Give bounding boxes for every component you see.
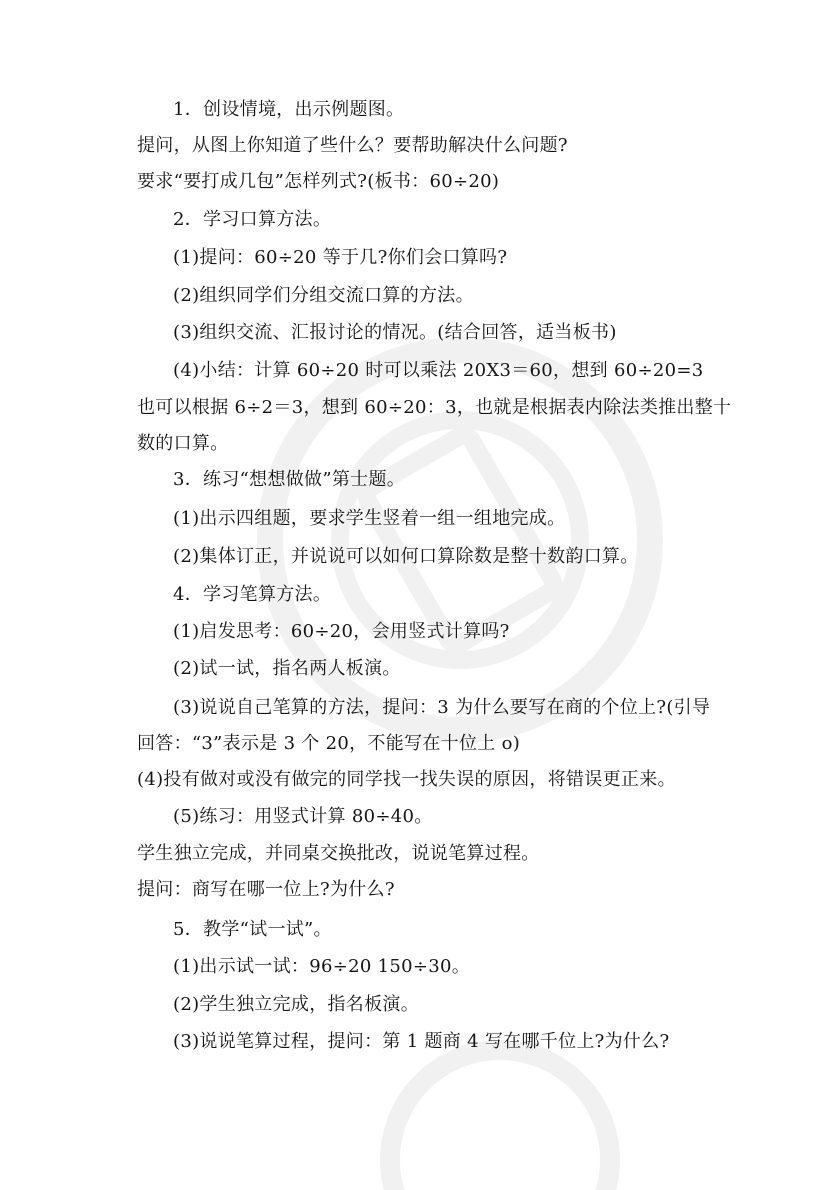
list-item: (3)说说笔算过程，提问：第 1 题商 4 写在哪千位上?为什么? (173, 1031, 670, 1052)
section-heading-5: 5．教学“试一试”。 (173, 919, 332, 940)
list-item: (4)投有做对或没有做完的同学找一找失误的原因，将错误更正来。 (137, 769, 676, 790)
list-item: (2)集体订正，并说说可以如何口算除数是整十数韵口算。 (173, 546, 639, 567)
paragraph-line: 要求“要打成几包”怎样列式?(板书：60÷20) (137, 171, 500, 192)
list-item: (2)学生独立完成，指名板演。 (173, 994, 419, 1015)
paragraph-line: 回答：“3”表示是 3 个 20，不能写在十位上 o) (137, 733, 521, 754)
list-item: (2)试一试，指名两人板演。 (173, 658, 401, 679)
list-item: (5)练习：用竖式计算 80÷40。 (173, 806, 433, 827)
list-item: (3)说说自己笔算的方法，提问：3 为什么要写在商的个位上?(引导 (173, 697, 711, 718)
list-item: (1)启发思考：60÷20，会用竖式计算吗? (173, 621, 510, 642)
paragraph-line: 也可以根据 6÷2＝3，想到 60÷20：3，也就是根据表内除法类推出整十 (137, 397, 732, 418)
section-heading-4: 4．学习笔算方法。 (173, 584, 332, 605)
list-item: (4)小结：计算 60÷20 时可以乘法 20X3＝60，想到 60÷20=3 (173, 360, 704, 381)
section-heading-3: 3．练习“想想做做”第士题。 (173, 469, 406, 490)
section-heading-2: 2．学习口算方法。 (173, 209, 332, 230)
list-item: (1)提问：60÷20 等于几?你们会口算吗? (173, 247, 508, 268)
paragraph-line: 提问：商写在哪一位上?为什么? (137, 879, 395, 900)
paragraph-line: 提问，从图上你知道了些什么？要帮助解决什么问题? (137, 135, 568, 156)
list-item: (1)出示四组题，要求学生竖着一组一组地完成。 (173, 508, 566, 529)
paragraph-line: 学生独立完成，并同桌交换批改，说说笔算过程。 (137, 843, 540, 864)
list-item: (1)出示试一试：96÷20 150÷30。 (173, 956, 471, 977)
list-item: (2)组织同学们分组交流口算的方法。 (173, 285, 474, 306)
section-heading-1: 1．创设情境，出示例题图。 (173, 99, 405, 120)
list-item: (3)组织交流、汇报讨论的情况。(结合回答，适当板书) (173, 322, 617, 343)
paragraph-line: 数的口算。 (137, 433, 229, 454)
